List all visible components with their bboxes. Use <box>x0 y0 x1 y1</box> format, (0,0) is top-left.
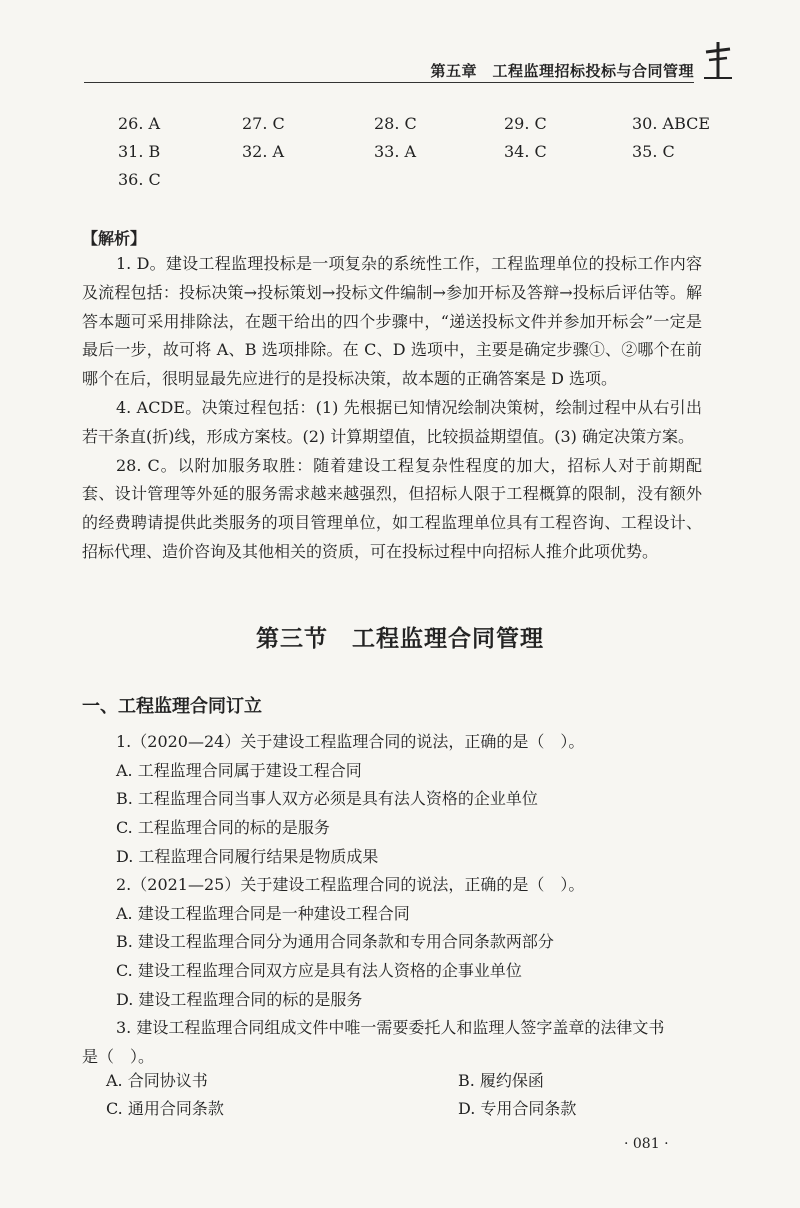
answer-row <box>118 114 718 142</box>
question-1 <box>82 728 702 871</box>
answer: 31. B <box>118 142 161 161</box>
analysis-body <box>82 250 702 567</box>
analysis-paragraph: 4. ACDE。决策过程包括：(1) 先根据已知情况绘制决策树，绘制过程中从右引出若干条直(折)线，形成方案枝。(2) 计算期望值，比较损益期望值。(3) 确定决策方案。 <box>82 397 702 446</box>
answer-row <box>118 170 718 198</box>
signpost-icon <box>700 40 736 80</box>
subsection-title: 一、工程监理合同订立 <box>82 696 262 717</box>
question-option: D. 建设工程监理合同的标的是服务 <box>116 989 363 1009</box>
question-option: A. 合同协议书 <box>106 1071 208 1090</box>
analysis-paragraph: 1. D。建设工程监理投标是一项复杂的系统性工作，工程监理单位的投标工作内容及流程包括：投标决策→投标策划→投标文件编制→参加开标及答辩→投标后评估等。解答本题可采用排除法，在题干给出的四个步骤中，“递送投标文件并参加开标会”一定是最后一步，故可将 A、B 选项排除。在 C、D 选项中，主要是确定步骤①、②哪个在前哪个在后，很明显最先应进行的是投标决策，故本题的正确答案是 D 选项。 <box>82 254 702 389</box>
answer: 36. C <box>118 170 161 189</box>
answer: 29. C <box>504 114 547 133</box>
page-number: · 081 · <box>624 1136 669 1152</box>
question-option: C. 工程监理合同的标的是服务 <box>116 818 330 838</box>
question-stem: 2.（2021—25）关于建设工程监理合同的说法，正确的是（ ）。 <box>116 875 585 894</box>
running-header <box>84 54 694 83</box>
answer: 35. C <box>632 142 675 161</box>
answer: 28. C <box>374 114 417 133</box>
analysis-paragraph: 28. C。以附加服务取胜：随着建设工程复杂性程度的加大，招标人对于前期配套、设计管理等外延的服务需求越来越强烈，但招标人限于工程概算的限制，没有额外的经费聘请提供此类服务的项目管理单位，如工程监理单位具有工程咨询、工程设计、招标代理、造价咨询及其他相关的资质，可在投标过程中向招标人推介此项优势。 <box>82 455 702 561</box>
question-option: A. 工程监理合同属于建设工程合同 <box>116 760 362 780</box>
question-option: D. 专用合同条款 <box>458 1099 577 1118</box>
question-2 <box>82 871 702 1014</box>
question-stem-continued: 是（ ）。 <box>82 1046 155 1066</box>
question-stem: 1.（2020—24）关于建设工程监理合同的说法，正确的是（ ）。 <box>116 732 585 751</box>
answer: 33. A <box>374 142 417 161</box>
question-option: D. 工程监理合同履行结果是物质成果 <box>116 846 379 866</box>
question-option: C. 通用合同条款 <box>106 1099 224 1118</box>
answer: 32. A <box>242 142 285 161</box>
answer: 34. C <box>504 142 547 161</box>
answer: 30. ABCE <box>632 114 711 133</box>
question-stem: 3. 建设工程监理合同组成文件中唯一需要委托人和监理人签字盖章的法律文书 <box>116 1018 665 1037</box>
question-3 <box>82 1014 702 1071</box>
analysis-heading: 【解析】 <box>82 229 147 248</box>
section-title: 第三节 工程监理合同管理 <box>256 626 544 652</box>
answer-key <box>118 114 718 198</box>
answer: 27. C <box>242 114 285 133</box>
answer-row <box>118 142 718 170</box>
question-option: B. 建设工程监理合同分为通用合同条款和专用合同条款两部分 <box>116 932 554 952</box>
question-option: C. 建设工程监理合同双方应是具有法人资格的企事业单位 <box>116 961 522 981</box>
answer: 26. A <box>118 114 161 133</box>
question-option: A. 建设工程监理合同是一种建设工程合同 <box>116 903 410 923</box>
question-option: B. 工程监理合同当事人双方必须是具有法人资格的企业单位 <box>116 789 538 809</box>
question-option: B. 履约保函 <box>458 1071 544 1090</box>
chapter-title: 第五章 工程监理招标投标与合同管理 <box>430 62 694 80</box>
